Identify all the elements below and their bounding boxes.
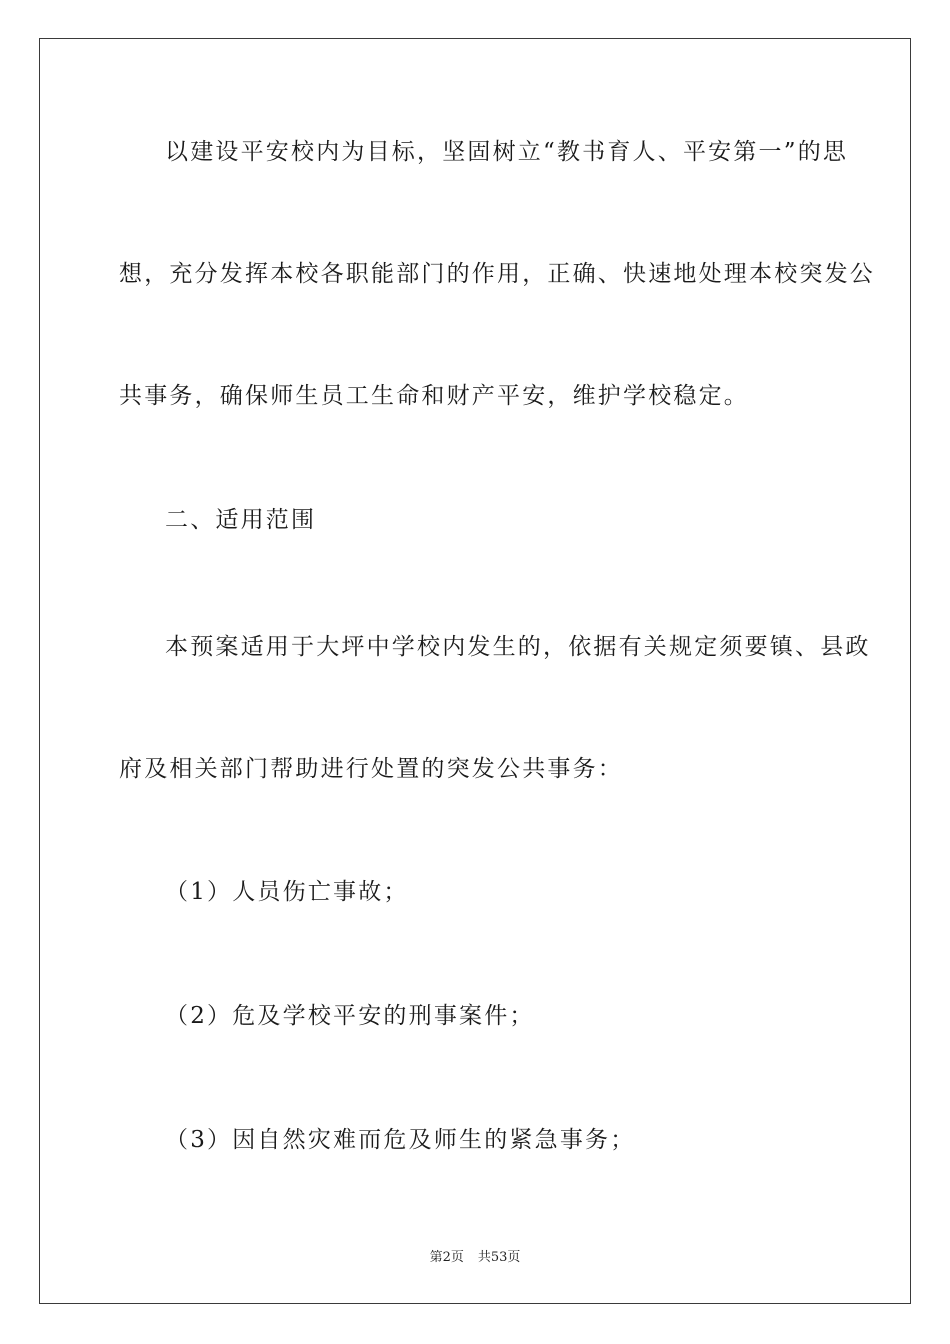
paragraph-line-1: 以建设平安校内为目标，坚固树立“教书育人、平安第一”的思: [165, 139, 849, 165]
paragraph-line-6: 府及相关部门帮助进行处置的突发公共事务：: [119, 756, 623, 782]
page-total: 共53页: [477, 1250, 521, 1265]
page-number: 第2页: [429, 1250, 464, 1265]
list-item-3: （3）因自然灾难而危及师生的紧急事务；: [165, 1127, 636, 1153]
paragraph-line-2: 想，充分发挥本校各职能部门的作用，正确、快速地处理本校突发公: [119, 261, 875, 287]
paragraph-line-5: 本预案适用于大坪中学校内发生的，依据有关规定须要镇、县政: [165, 634, 871, 660]
page-frame: [39, 38, 911, 1304]
paragraph-line-3: 共事务，确保师生员工生命和财产平安，维护学校稳定。: [119, 383, 749, 409]
page-footer: [0, 1246, 950, 1265]
list-item-2: （2）危及学校平安的刑事案件；: [165, 1003, 535, 1029]
section-heading: 二、适用范围: [165, 507, 317, 533]
list-item-1: （1）人员伤亡事故；: [165, 879, 409, 905]
